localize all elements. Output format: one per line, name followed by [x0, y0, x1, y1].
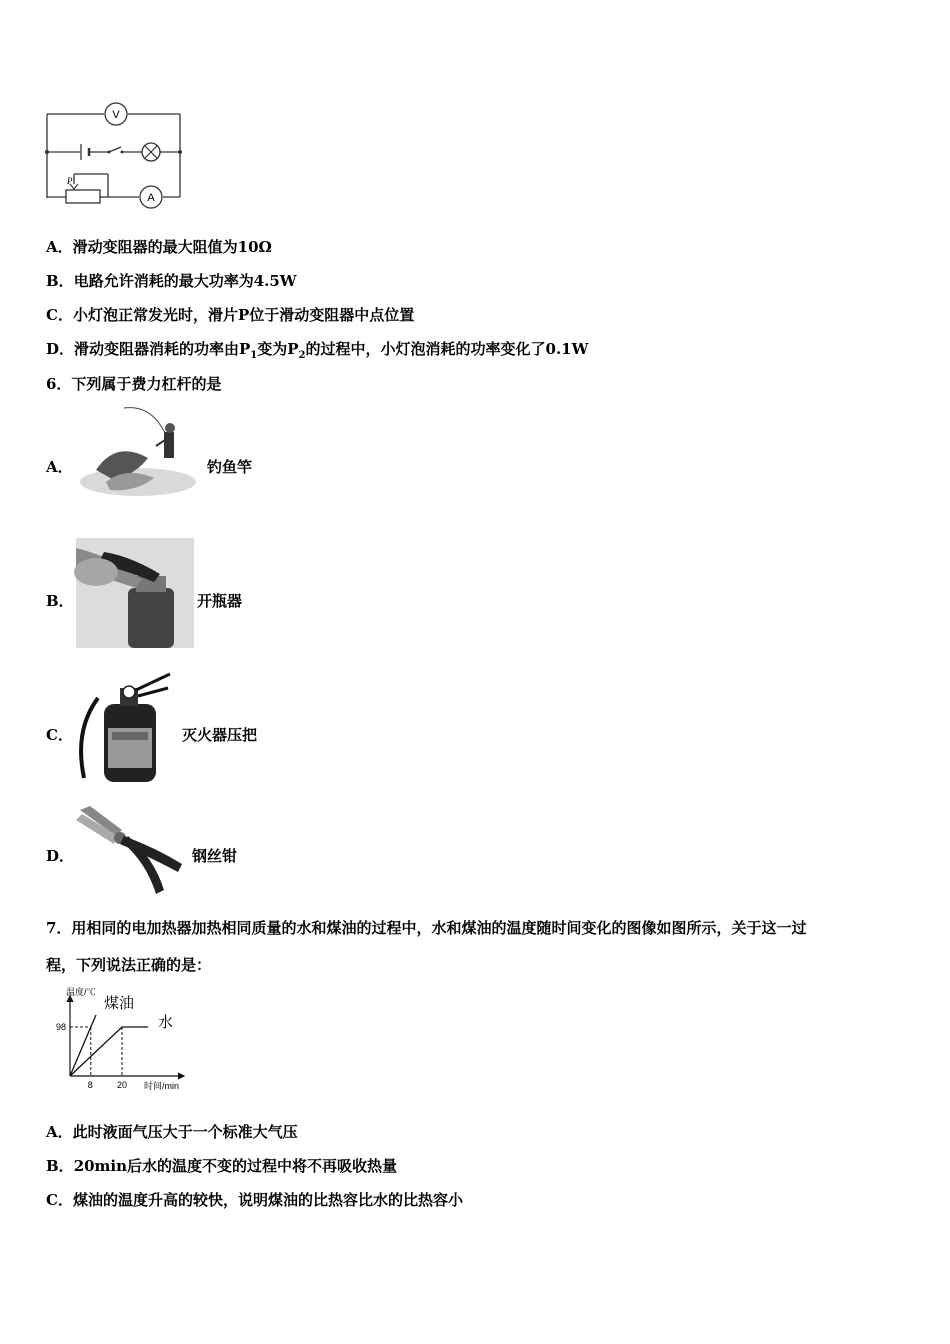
series-line-1 [70, 1027, 148, 1076]
q6-option-b-letter[interactable]: B． [46, 592, 74, 610]
ammeter-label: A [147, 192, 155, 204]
fishing-rod-image [76, 402, 206, 507]
x-tick-8: 8 [87, 1080, 93, 1090]
q6-option-b-caption: 开瓶器 [197, 592, 243, 610]
q7-option-c[interactable]: C．煤油的温度升高的较快，说明煤油的比热容比水的比热容小 [46, 1191, 463, 1209]
fire-extinguisher-image [78, 670, 174, 782]
q6-option-c-caption: 灭火器压把 [182, 726, 258, 744]
q6-option-a-letter[interactable]: A． [46, 458, 73, 476]
q6-option-d-caption: 钢丝钳 [192, 847, 238, 865]
rheostat-symbol [66, 190, 100, 203]
q6-stem: 6．下列属于费力杠杆的是 [46, 375, 222, 393]
pliers-image [76, 806, 186, 898]
q7-option-a[interactable]: A．此时液面气压大于一个标准大气压 [46, 1123, 298, 1141]
q6-option-a-caption: 钓鱼竿 [207, 458, 253, 476]
q7-option-b[interactable]: B．20min后水的温度不变的过程中将不再吸收热量 [46, 1157, 398, 1175]
series-label-kerosene: 煤油 [104, 994, 135, 1012]
circuit-diagram [44, 98, 194, 208]
q5-option-a[interactable]: A．滑动变阻器的最大阻值为10Ω [46, 238, 272, 256]
q7-stem-line1: 7．用相同的电加热器加热相同质量的水和煤油的过程中，水和煤油的温度随时间变化的图像如图所示，关于这一过 [46, 919, 807, 937]
q5-option-d[interactable]: D．滑动变阻器消耗的功率由$P_1$变为$P_2$的过程中，小灯泡消耗的功率变化了0.1W [46, 340, 589, 361]
slider-label: P [67, 176, 73, 186]
bottle-opener-image [76, 538, 194, 648]
q7-stem-line2: 程，下列说法正确的是： [46, 956, 212, 974]
x-axis-label: 时间/min [144, 1081, 180, 1091]
series-line-0 [70, 1015, 96, 1076]
voltmeter-label: V [112, 109, 120, 121]
temperature-time-chart [52, 986, 202, 1094]
series-label-water: 水 [158, 1013, 174, 1031]
q6-option-d-letter[interactable]: D． [46, 847, 75, 865]
y-axis-label: 温度/℃ [66, 987, 96, 997]
y-tick-98: 98 [56, 1022, 67, 1032]
q5-option-c[interactable]: C．小灯泡正常发光时，滑片P位于滑动变阻器中点位置 [46, 306, 415, 324]
q6-option-c-letter[interactable]: C． [46, 726, 73, 744]
q5-option-b[interactable]: B．电路允许消耗的最大功率为4.5W [46, 272, 297, 290]
x-tick-20: 20 [117, 1080, 128, 1090]
